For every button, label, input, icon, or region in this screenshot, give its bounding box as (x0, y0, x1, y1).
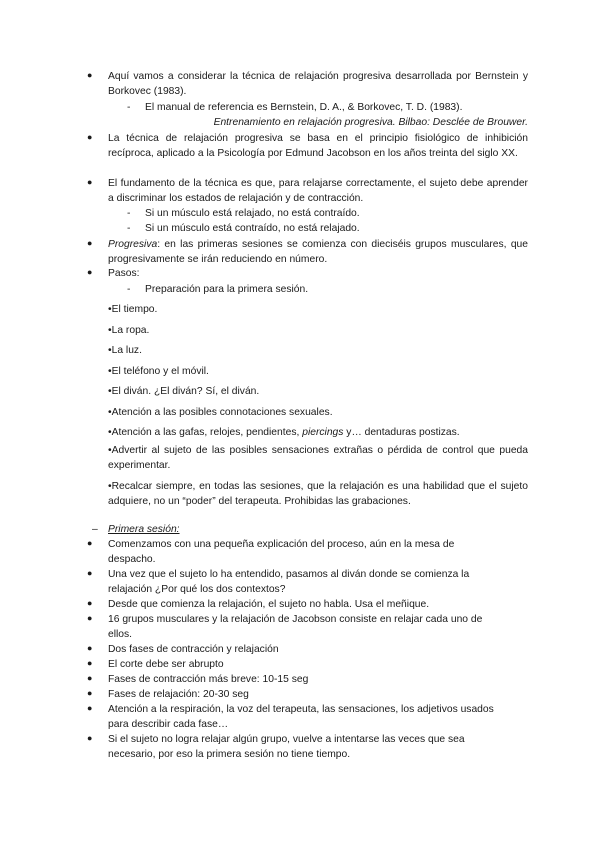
session-item: Una vez que el sujeto lo ha entendido, pasamos al diván donde se comienza la relajación ¿Por qué los dos contextos? (108, 569, 470, 595)
principle-paragraph: La técnica de relajación progresiva se basa en el principio fisiológico de inhibición recíproca, aplicado a la Psicología por Edmund Jacobson en los años treinta del siglo XX. (108, 133, 528, 159)
foundation-paragraph: El fundamento de la técnica es que, para relajarse correctamente, el sujeto debe aprender a discriminar los estados de relajación y de contracción. (108, 178, 528, 204)
bullet-icon: ● (87, 703, 93, 713)
bullet-icon: ● (87, 70, 93, 80)
session-item: Atención a la respiración, la voz del terapeuta, las sensaciones, los adjetivos usados para describir cada fase… (108, 704, 494, 730)
prep-item-couch: •El diván. ¿El diván? Sí, el diván. (108, 386, 260, 397)
bullet-icon: ● (87, 673, 93, 683)
dash-icon: - (127, 223, 131, 234)
prep-item-clothes: •La ropa. (108, 325, 150, 336)
bullet-icon: ● (87, 238, 93, 248)
bullet-icon: ● (87, 733, 93, 743)
bullet-icon: ● (87, 688, 93, 698)
session-item: El corte debe ser abrupto (108, 659, 224, 670)
bullet-icon: ● (87, 177, 93, 187)
bullet-icon: ● (87, 643, 93, 653)
bullet-icon: ● (87, 538, 93, 548)
contracted-rule: Si un músculo está contraído, no está relajado. (145, 223, 360, 234)
reference-title: Entrenamiento en relajación progresiva. Bilbao: Desclée de Brouwer. (213, 117, 528, 128)
bullet-icon: ● (87, 598, 93, 608)
intro-paragraph: Aquí vamos a considerar la técnica de relajación progresiva desarrollada por Bernstein y Borkovec (1983). (108, 71, 528, 97)
reference-line: El manual de referencia es Bernstein, D. A., & Borkovec, T. D. (1983). (145, 102, 463, 113)
steps-label: Pasos: (108, 268, 140, 279)
preparation-step: Preparación para la primera sesión. (145, 284, 309, 295)
session-item: Dos fases de contracción y relajación (108, 644, 279, 655)
session-item: Comenzamos con una pequeña explicación del proceso, aún en la mesa de despacho. (108, 539, 455, 565)
prep-item-warning: •Advertir al sujeto de las posibles sensaciones extrañas o pérdida de control que pueda experimentar. (108, 445, 528, 471)
session-item: Fases de relajación: 20-30 seg (108, 689, 249, 700)
dash-icon: – (92, 524, 98, 535)
prep-item-time: •El tiempo. (108, 304, 158, 315)
prep-item-accessories: •Atención a las gafas, relojes, pendientes, piercings y… dentaduras postizas. (108, 427, 460, 438)
session-item: Desde que comienza la relajación, el sujeto no habla. Usa el meñique. (108, 599, 430, 610)
session-item: 16 grupos musculares y la relajación de Jacobson consiste en relajar cada uno de ellos. (108, 614, 483, 640)
session-item: Si el sujeto no logra relajar algún grupo, vuelve a intentarse las veces que sea necesario, por eso la primera sesión no tiene tiempo. (108, 734, 465, 760)
prep-item-phone: •El teléfono y el móvil. (108, 366, 209, 377)
session-item: Fases de contracción más breve: 10-15 seg (108, 674, 309, 685)
bullet-icon: ● (87, 267, 93, 277)
bullet-icon: ● (87, 568, 93, 578)
bullet-icon: ● (87, 132, 93, 142)
dash-icon: - (127, 102, 131, 113)
progressive-term: Progresiva (108, 239, 158, 250)
bullet-icon: ● (87, 658, 93, 668)
first-session-heading: Primera sesión: (108, 524, 180, 535)
dash-icon: - (127, 284, 131, 295)
prep-item-recall: •Recalcar siempre, en todas las sesiones, que la relajación es una habilidad que el sujeto adquiere, no un “poder” del terapeuta. Prohibidas las grabaciones. (108, 481, 528, 507)
prep-item-light: •La luz. (108, 345, 142, 356)
prep-item-connotations: •Atención a las posibles connotaciones sexuales. (108, 407, 333, 418)
relaxed-rule: Si un músculo está relajado, no está contraído. (145, 208, 360, 219)
dash-icon: - (127, 208, 131, 219)
bullet-icon: ● (87, 613, 93, 623)
progressive-paragraph: Progresiva: en las primeras sesiones se comienza con dieciséis grupos musculares, que progresivamente se irán reduciendo en número. (108, 239, 528, 265)
